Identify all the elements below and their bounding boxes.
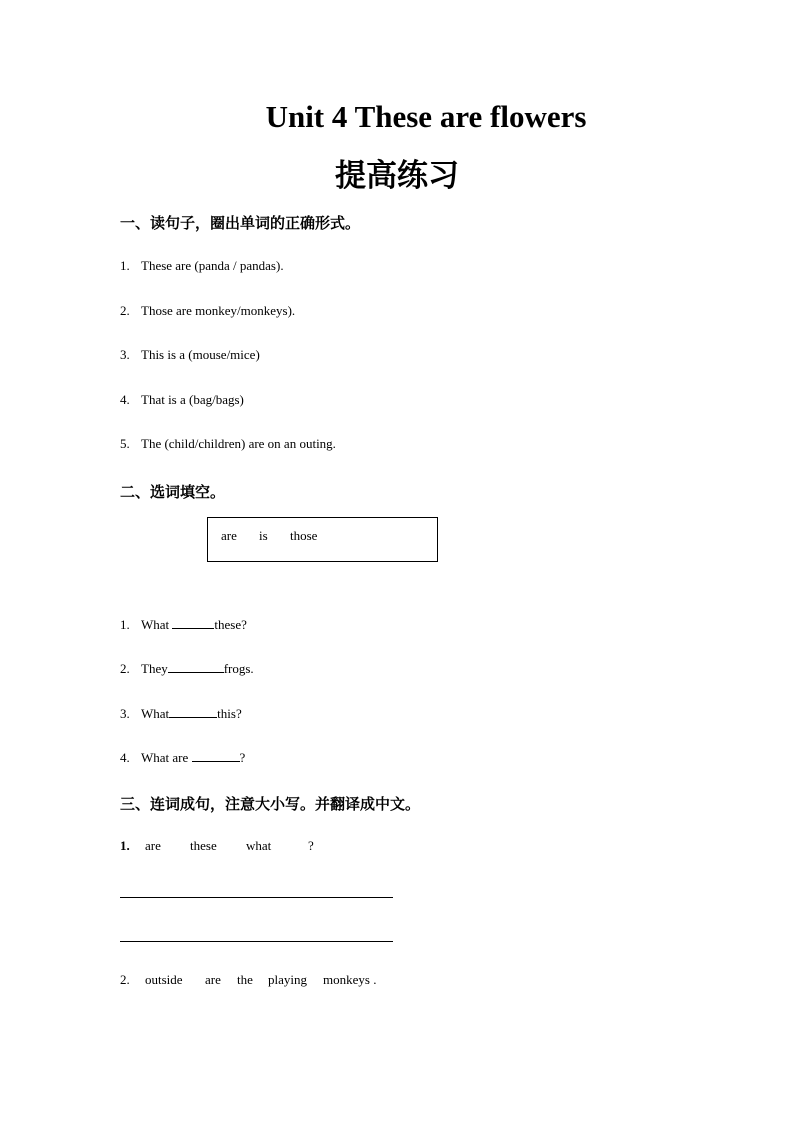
section2-item — [120, 705, 242, 722]
item-number: 5. — [120, 436, 130, 451]
item-text: The (child/children) are on an outing. — [141, 436, 336, 451]
word-bank-word: those — [290, 528, 318, 543]
section1-item — [120, 392, 244, 408]
fill-blank[interactable] — [172, 616, 214, 629]
item-text: Those are monkey/monkeys). — [141, 303, 296, 318]
item-number: 3. — [120, 706, 130, 721]
item-text-after: frogs. — [223, 661, 254, 676]
item-text: These are (panda / pandas). — [141, 258, 284, 273]
section1-item — [120, 258, 284, 274]
section2-item — [120, 749, 245, 766]
fill-blank[interactable] — [169, 705, 217, 718]
item-number: 3. — [120, 347, 130, 362]
section2-item — [120, 616, 247, 633]
item-number: 1. — [120, 617, 130, 632]
item-number: 4. — [120, 750, 130, 765]
item-text-before: What — [141, 617, 173, 632]
word-bank-word: is — [259, 528, 268, 543]
scrambled-word: ? — [308, 838, 314, 853]
scrambled-word: playing — [268, 972, 307, 987]
page-title: Unit 4 These are flowers — [265, 99, 587, 134]
question-number: 1. — [120, 838, 130, 853]
word-bank-box — [207, 517, 438, 562]
item-text: That is a (bag/bags) — [141, 392, 244, 407]
item-number: 2. — [120, 303, 130, 318]
scrambled-word: are — [145, 838, 161, 853]
section1-item — [120, 303, 295, 319]
item-text-after: these? — [214, 617, 247, 632]
item-text-after: ? — [239, 750, 246, 765]
scrambled-word: the — [237, 972, 253, 987]
item-text-before: They — [141, 661, 168, 676]
word-bank-word: are — [221, 528, 237, 543]
question-number: 2. — [120, 972, 130, 987]
section2-heading: 二、选词填空。 — [120, 483, 226, 501]
item-number: 4. — [120, 392, 130, 407]
item-number: 2. — [120, 661, 130, 676]
item-number: 1. — [120, 258, 130, 273]
scrambled-word: outside — [145, 972, 183, 987]
answer-line[interactable] — [120, 941, 393, 942]
scrambled-word: what — [246, 838, 272, 853]
section1-item — [120, 347, 260, 363]
item-text: This is a (mouse/mice) — [141, 347, 260, 362]
page-subtitle: 提高练习 — [335, 158, 459, 194]
scrambled-word: monkeys . — [323, 972, 377, 987]
section3-heading: 三、连词成句，注意大小写。并翻译成中文。 — [120, 795, 421, 813]
answer-line[interactable] — [120, 897, 393, 898]
fill-blank[interactable] — [168, 660, 224, 673]
item-text-after: this? — [217, 706, 242, 721]
scrambled-word: these — [190, 838, 217, 853]
section1-item — [120, 436, 336, 452]
scrambled-word: are — [205, 972, 221, 987]
item-text-before: What are — [141, 750, 192, 765]
fill-blank[interactable] — [192, 749, 240, 762]
item-text-before: What — [141, 706, 170, 721]
section2-item — [120, 660, 254, 677]
section1-heading: 一、读句子，圈出单词的正确形式。 — [120, 214, 361, 232]
